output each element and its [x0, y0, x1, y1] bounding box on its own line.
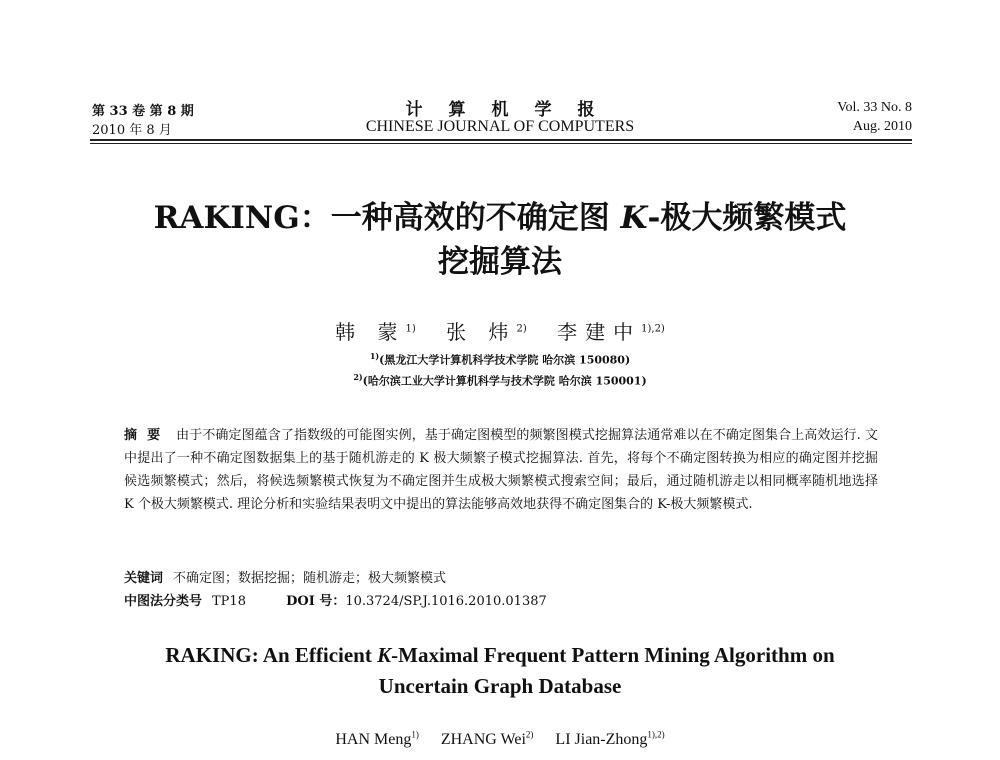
affiliation-2: $^{2)}$(哈尔滨工业大学计算机科学与技术学院 哈尔滨 150001) [353, 372, 647, 388]
author-cn-2: 张 炜$^{2)}$ [446, 320, 527, 344]
doi-value: 10.3724/SP.J.1016.2010.01387 [345, 594, 547, 609]
author-en-3: LI Jian-Zhong$^{1),2)}$ [555, 730, 665, 749]
author-en-2: ZHANG Wei$^{2)}$ [440, 730, 534, 749]
journal-title-en: CHINESE JOURNAL OF COMPUTERS [365, 118, 635, 135]
affiliation-1: $^{1)}$(黑龙江大学计算机科学技术学院 哈尔滨 150080) [369, 351, 631, 367]
doi-label: DOI 号： [286, 594, 346, 609]
title-en-rest: -Maximal Frequent Pattern Mining Algorithm on [391, 643, 835, 667]
abstract-cn [124, 424, 878, 516]
title-cn-prefix: RAKING：一种高效的不确定图 [153, 200, 621, 236]
abstract-label: 摘要 [124, 428, 171, 443]
paper-title-cn [100, 196, 900, 284]
title-en-prefix: RAKING: An Efficient [165, 643, 378, 667]
classification-code: TP18 [212, 594, 246, 609]
keywords-text: 不确定图；数据挖掘；随机游走；极大频繁模式 [173, 571, 447, 586]
title-cn-rest: -极大频繁模式 [647, 200, 847, 236]
author-cn-1: 韩 蒙$^{1)}$ [335, 320, 416, 344]
authors-cn [300, 316, 700, 345]
author-en-1: HAN Meng$^{1)}$ [335, 730, 419, 749]
authors-en [250, 730, 750, 749]
header-rule-thin [90, 143, 912, 144]
classification [124, 590, 547, 609]
author-cn-3: 李建中$^{1),2)}$ [557, 320, 665, 344]
date-en: Aug. 2010 [852, 119, 912, 134]
volume-issue-en: Vol. 33 No. 8 [837, 100, 912, 115]
abstract-text: 由于不确定图蕴含了指数级的可能图实例，基于确定图模型的频繁图模式挖掘算法通常难以在不确定图集合上高效运行. 文中提出了一种不确定图数据集上的基于随机游走的 K 极大频繁子模式挖掘算法. 首先，将每个不确定图转换为相应的确定图并挖掘候选频繁模式；然后，将候选频繁模式恢复为不确定图并生成极大频繁模式搜索空间；最后，通过随机游走以相同概率随机地选择 K 个极大频繁模式. 理论分析和实验结果表明文中提出的算法能够高效地获得不确定图集合的 K-极大频繁模式. [124, 428, 878, 512]
date-cn: 2010 年 8 月 [92, 123, 172, 138]
paper-title-en [100, 640, 900, 702]
title-en-line2: Uncertain Graph Database [378, 674, 622, 698]
journal-title-cn: 计算机学报 [405, 100, 621, 120]
volume-issue-cn: 第 33 卷 第 8 期 [92, 104, 194, 119]
keywords [124, 567, 446, 586]
title-cn-k: K [620, 200, 648, 236]
keywords-label: 关键词 [124, 571, 164, 586]
classification-label: 中图法分类号 [124, 594, 203, 609]
header-rule-thick [90, 139, 912, 141]
title-cn-line2: 挖掘算法 [438, 244, 562, 280]
title-en-k: K [377, 643, 392, 667]
